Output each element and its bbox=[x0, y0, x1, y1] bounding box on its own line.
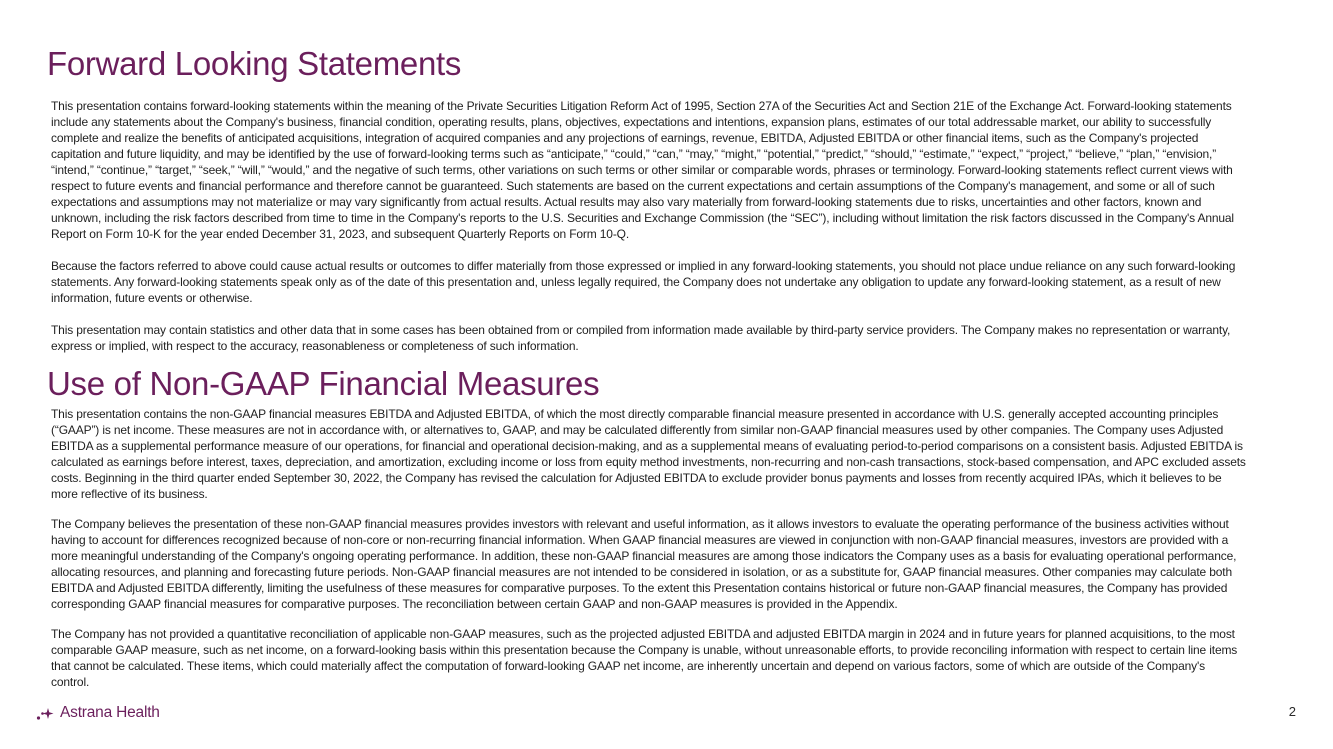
non-gaap-body bbox=[51, 406, 1246, 704]
non-gaap-paragraph-3: The Company has not provided a quantitative reconciliation of applicable non-GAAP measures, such as the projected adjusted EBITDA and adjusted EBITDA margin in 2024 and in future years for planned acquisitions, to the most comparable GAAP measure, such as net income, on a forward-looking basis within this presentation because the Company is unable, without unreasonable efforts, to provide reconciling information with respect to certain line items that cannot be calculated. These items, which could materially affect the computation of forward-looking GAAP net income, are inherently uncertain and depend on various factors, some of which are outside of the Company's control. bbox=[51, 627, 1238, 689]
forward-looking-paragraph-3: This presentation may contain statistics and other data that in some cases has been obtained from or compiled from information made available by third-party service providers. The Company makes no representation or warranty, express or implied, with respect to the accuracy, reasonableness or completeness of such information. bbox=[51, 323, 1231, 353]
forward-looking-title: Forward Looking Statements bbox=[47, 45, 462, 82]
forward-looking-paragraph-2: Because the factors referred to above could cause actual results or outcomes to differ materially from those expressed or implied in any forward-looking statements, you should not place undue reliance on any such forward-looking statements. Any forward-looking statements speak only as of the date of this presentation and, unless legally required, the Company does not undertake any obligation to update any forward-looking statement, as a result of new information, future events or otherwise. bbox=[51, 259, 1236, 305]
non-gaap-paragraph-2: The Company believes the presentation of these non-GAAP financial measures provides investors with relevant and useful information, as it allows investors to evaluate the operating performance of the business activities without having to account for differences recognized because of non-core or non-recurring financial information. When GAAP financial measures are viewed in conjunction with non-GAAP financial measures, investors are provided with a more meaningful understanding of the Company's ongoing operating performance. In addition, these non-GAAP financial measures are among those indicators the Company uses as a basis for evaluating operational performance, allocating resources, and planning and forecasting future periods. Non-GAAP financial measures are not intended to be considered in isolation, or as a substitute for, GAAP financial measures. Other companies may calculate both EBITDA and Adjusted EBITDA differently, limiting the usefulness of these measures for comparative purposes. To the extent this Presentation contains historical or future non-GAAP financial measures, the Company has provided corresponding GAAP financial measures for comparative purposes. The reconciliation between certain GAAP and non-GAAP measures is provided in the Appendix. bbox=[51, 517, 1237, 611]
company-logo bbox=[36, 703, 160, 723]
non-gaap-title: Use of Non-GAAP Financial Measures bbox=[47, 365, 600, 402]
astrana-sparkle-icon bbox=[36, 705, 54, 721]
page-number: 2 bbox=[1288, 704, 1296, 719]
logo-text: Astrana Health bbox=[60, 704, 160, 721]
forward-looking-body bbox=[51, 98, 1246, 370]
forward-looking-paragraph-1: This presentation contains forward-looking statements within the meaning of the Private Securities Litigation Reform Act of 1995, Section 27A of the Securities Act and Section 21E of the Exchange Act. Forward-looking statements include any statements about the Company's business, financial condition, operating results, plans, objectives, expectations and intentions, expansion plans, estimates of our total addressable market, our ability to successfully complete and realize the benefits of anticipated acquisitions, integration of acquired companies and any projections of earnings, revenue, EBITDA, Adjusted EBITDA or other financial items, such as the Company's projected capitation and future liquidity, and may be identified by the use of forward-looking terms such as “anticipate,” “could,” “can,” “may,” “might,” “potential,” “predict,” “should,” “estimate,” “expect,” “project,” “believe,” “plan,” “envision,” “intend,” “continue,” “target,” “seek,” “will,” “would,” and the negative of such terms, other variations on such terms or other similar or comparable words, phrases or terminology. Forward-looking statements reflect current views with respect to future events and financial performance and therefore cannot be guaranteed. Such statements are based on the current expectations and certain assumptions of the Company's management, and some or all of such expectations and assumptions may not materialize or may vary significantly from actual results. Actual results may also vary materially from forward-looking statements due to risks, uncertainties and other factors, known and unknown, including the risk factors described from time to time in the Company's reports to the U.S. Securities and Exchange Commission (the “SEC”), including without limitation the risk factors discussed in the Company's Annual Report on Form 10-K for the year ended December 31, 2023, and subsequent Quarterly Reports on Form 10-Q. bbox=[51, 99, 1234, 241]
non-gaap-paragraph-1: This presentation contains the non-GAAP financial measures EBITDA and Adjusted EBITDA, of which the most directly comparable financial measure presented in accordance with U.S. generally accepted accounting principles (“GAAP”) is net income. These measures are not in accordance with, or alternatives to, GAAP, and may be calculated differently from similar non-GAAP financial measures used by other companies. The Company uses Adjusted EBITDA as a supplemental performance measure of our operations, for financial and operational decision-making, and as a supplemental means of evaluating period-to-period comparisons on a consistent basis. Adjusted EBITDA is calculated as earnings before interest, taxes, depreciation, and amortization, excluding income or loss from equity method investments, non-recurring and non-cash transactions, stock-based compensation, and APC excluded assets costs. Beginning in the third quarter ended September 30, 2022, the Company has revised the calculation for Adjusted EBITDA to exclude provider bonus payments and losses from recently acquired IPAs, which it believes to be more reflective of its business. bbox=[51, 407, 1246, 501]
